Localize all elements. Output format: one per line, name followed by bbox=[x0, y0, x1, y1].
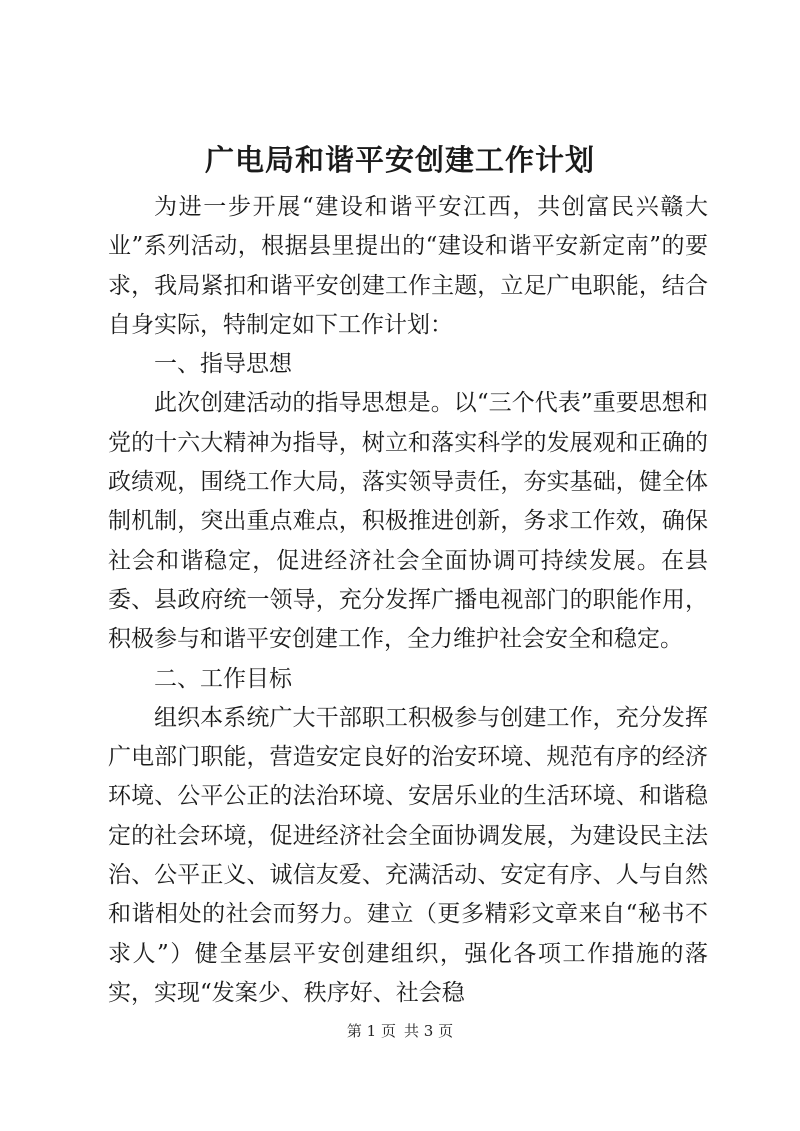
section-heading-guiding-ideology: 一、指导思想 bbox=[154, 351, 292, 378]
intro-paragraph: 为进一步开展“建设和谐平安江西，共创富民兴赣大业”系列活动，根据县里提出的“建设和谐平安新定南”的要求，我局紧扣和谐平安创建工作主题，立足广电职能，结合自身实际，特制定如下工作计划： bbox=[108, 194, 708, 338]
guiding-ideology-paragraph: 此次创建活动的指导思想是。以“三个代表”重要思想和党的十六大精神为指导，树立和落实科学的发展观和正确的政绩观，围绕工作大局，落实领导责任，夯实基础，健全体制机制，突出重点难点，积极推进创新，务求工作效，确保社会和谐稳定，促进经济社会全面协调可持续发展。在县委、县政府统一领导，充分发挥广播电视部门的职能作用，积极参与和谐平安创建工作，全力维护社会安全和稳定。 bbox=[108, 390, 708, 653]
section-heading-work-goals: 二、工作目标 bbox=[154, 665, 292, 692]
page-number: 第 1 页 bbox=[346, 1022, 396, 1040]
page-total: 共 3 页 bbox=[404, 1022, 454, 1040]
work-goals-paragraph: 组织本系统广大干部职工积极参与创建工作，充分发挥广电部门职能，营造安定良好的治安环境、规范有序的经济环境、公平公正的法治环境、安居乐业的生活环境、和谐稳定的社会环境，促进经济社会全面协调发展，为建设民主法治、公平正义、诚信友爱、充满活动、安定有序、人与自然和谐相处的社会而努力。建立（更多精彩文章来自“秘书不求人”）健全基层平安创建组织，强化各项工作措施的落实，实现“发案少、秩序好、社会稳 bbox=[108, 704, 708, 1006]
page-footer bbox=[0, 1021, 800, 1041]
document-body bbox=[108, 188, 708, 1013]
document-title: 广电局和谐平安创建工作计划 bbox=[204, 143, 595, 177]
